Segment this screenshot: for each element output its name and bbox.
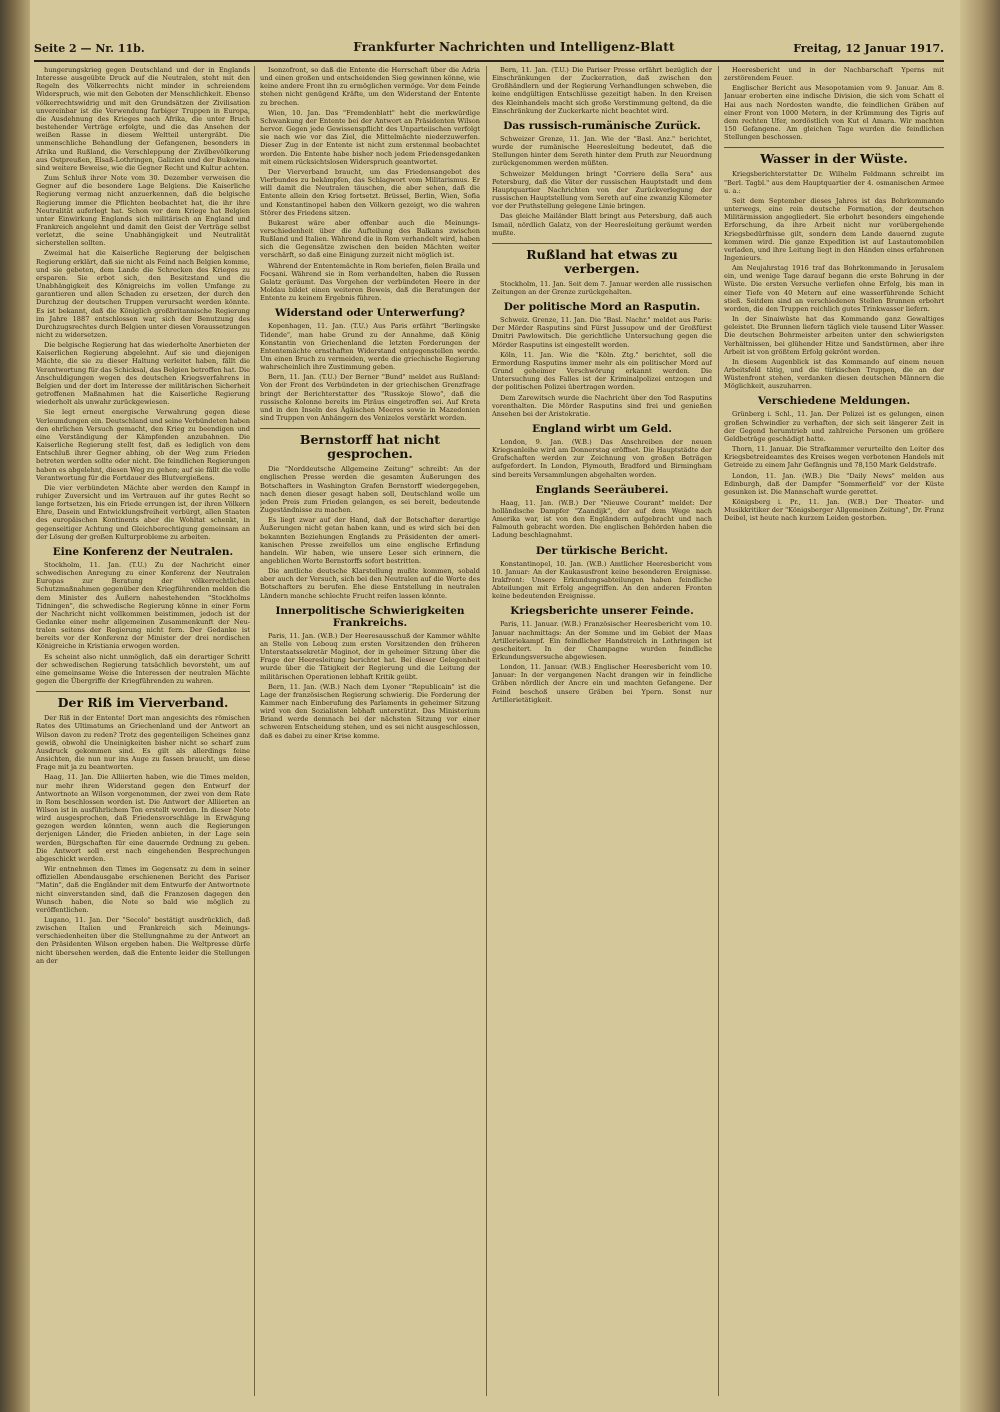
article-paragraph: Englischer Bericht aus Mesopotamien vom 9. Januar. Am 8. Januar eroberten eine indische Division, die sich vom Schatt el Hai aus nach Nordosten wandte, die feindlichen Gräben auf einer Front von 1000 Metern, in der Krümmung des Tigris auf dem rechten Ufer, nordöstlich von Kut el Amara. Wir machten 150 Gefangene. Am gleichen Tage wurden die feindlichen Stellungen beschossen. [724, 84, 944, 142]
article-paragraph: Bern, 11. Jan. (T.U.) Die Pariser Presse erfährt bezüglich der Einschränkungen der Zuckerration, daß zwischen den Großhändlern und der Regierung Verhandlungen schweben, die keine endgültigen Entschlüsse gezeitigt haben. In den Kreisen des Kleinhandels macht sich große Verstimmung geltend, da die Einschränkung der Zuckerkarte nicht beachtet wird. [492, 66, 712, 115]
article-paragraph: Die vier verbündeten Mächte aber werden den Kampf in ruhiger Zuversicht und im Vertrauen auf ihr gutes Recht so lange fortsetzen, bis ein Friede errungen ist, der ihren Völkern Ehre, Dasein und Entwicklungsfreiheit verbürgt, allen Staaten des europäischen Kontinents aber die Wohltat schenkt, in gegenseitiger Achtung und Gleichberechtigung gemeinsam an der Lösung der großen Kulturprobleme zu arbeiten. [36, 483, 250, 541]
article-paragraph: Kopenhagen, 11. Jan. (T.U.) Aus Paris erfährt "Berlingske Tidende", man habe Grund zu der Annahme, daß König Konstantin von Griechenland die letzten Forderungen der Ententemächte ernsthaften Widerstand entgegenstellen werde. Um einen Bruch zu vermeiden, werde die griechische Regierung wahrscheinlich ihre Zustimmung geben. [260, 322, 480, 372]
article-paragraph: Schweiz. Grenze, 11. Jan. Die "Basl. Nachr." meldet aus Paris: Der Mörder Rasputins sind Fürst Jussupow und der Großfürst Dmitri Pawlowitsch. Die gerichtliche Untersuchung gegen die Mörder Rasputins ist eingestellt worden. [492, 316, 712, 349]
headline-neutral-conference: Eine Konferenz der Neutralen. [52, 545, 234, 558]
headline-enemy-reports: Kriegsberichte unserer Feinde. [510, 605, 694, 618]
column-1 [36, 66, 250, 1398]
page-header [34, 38, 944, 62]
article-paragraph: London, 9. Jan. (W.B.) Das Anschreiben der neuen Kriegsanleihe wird am Donnerstag eröffnet. Die Hauptstädte der Grafschaften werden zur Zeichnung von großen Beträgen aufgefordert. In London, Plymouth, Bradford und Birmingham sind bereits Versammlungen abgehalten worden. [492, 438, 712, 479]
headline-turkish-report: Der türkische Bericht. [535, 544, 669, 557]
article-paragraph: Der Vierverband braucht, um das Friedensangebot des Vierbundes zu bekämpfen, das Schlagwort vom Militarismus. Er will damit die Neutralen täuschen, die aber sehen, daß die Entente allein den Krieg fortsetzt. Brüssel, Berlin, Wien, Sofia und Konstantinopel haben den Völkern gezeigt, wo die wahren Störer des Friedens sitzen. [260, 167, 480, 217]
article-paragraph: Sie legt erneut energische Verwahrung gegen diese Verleumdungen ein. Deutschland und seine Verbündeten haben den ehrlichen Versuch gemacht, den Krieg zu beendigen und eine Verständigung der Kämpfenden anzubahnen. Die Kaiserliche Regierung stellt fest, daß es lediglich von dem Entschluß ihrer Gegner abhing, ob der Weg zum Frieden betreten werden sollte oder nicht. Die feindlichen Regierungen haben es abgelehnt, diesen Weg zu gehen; auf sie fällt die volle Verantwortung für die Fortdauer des Blutvergießens. [36, 408, 250, 482]
article-paragraph: Paris, 11. Januar. (W.B.) Französischer Heeresbericht vom 10. Januar nachmittags: An der Somme und im Gebiet der Maas Artilleriekampf. Ein feindlicher Handstreich in Lothringen ist gescheitert. In der Champagne wurden feindliche Erkundungsversuche abgewiesen. [492, 620, 712, 661]
article-paragraph: London, 11. Jan. (W.B.) Die "Daily News" melden aus Edinburgh, daß der Dampfer "Sommerfield" vor der Küste gesunken ist. Die Mannschaft wurde gerettet. [724, 471, 944, 496]
article-paragraph: Seit dem September dieses Jahres ist das Bohrkommando unterwegs, eine rein deutsche Formation, der deutschen Militärmission angegliedert. Sie erbohrt besonders eingehende Erforschung, da ihre Arbeit nicht nur vorübergehende Kriegsbedürfnisse gilt, sondern dem Lande dauernd zugute kommen wird. Die ganze Expedition ist auf Lastautomobilen verladen, und ihre Leitung liegt in den Händen eines erfahrenen Ingenieurs. [724, 196, 944, 262]
article-paragraph: Haag, 11. Jan. Die Alliierten haben, wie die Times melden, nur mehr ihren Widerstand gegen den Entwurf der Antwortnote an Wilson vorgenommen, der zwei von dem Rate in Rom beschlossen worden ist. Die Antwort der Alliierten an Wilson ist in ausführlichem Ton erstellt worden. In dieser Note wird ausgesprochen, daß Friedensvorschläge in Erwägung gezogen werden könnten, wenn auch die Regierungen derjenigen Länder, die Frieden anbieten, in der Lage sein werden, Bürgschaften für eine dauernde Ordnung zu geben. Die Antwort soll erst nach eingehenden Besprechungen abgeschickt werden. [36, 773, 250, 863]
article-paragraph: Dem Zarewitsch wurde die Nachricht über den Tod Rasputins vorenthalten. Die Mörder Rasputins sind frei und genießen Ansehen bei der Aristokratie. [492, 393, 712, 418]
page-number: Seite 2 — Nr. 11b. [34, 42, 145, 55]
article-paragraph: Die amtliche deutsche Klarstellung mußte kommen, sobald aber auch der Versuch, sich bei den Neutralen auf die Worte des Botschafters zu berufen. Ehe diese Entstellung in neutralen Ländern manche schlechte Frucht reifen lassen könnte. [260, 567, 480, 600]
article-paragraph: Stockholm, 11. Jan. Seit dem 7. Januar werden alle russischen Zeitungen an der Grenze zurückgehalten. [492, 279, 712, 296]
article-paragraph: Am Neujahrstag 1916 traf das Bohrkommando in Jerusalem ein, und wenige Tage darauf begann die erste Bohrung in der Wüste. Die ersten Versuche verliefen ohne Erfolg, bis man in einer Tiefe von 40 Metern auf eine wasserführende Schicht stieß. Seitdem sind an verschiedenen Stellen Brunnen erbohrt worden, die den Truppen reichlich gutes Trinkwasser liefern. [724, 264, 944, 313]
column-rule [486, 66, 487, 1396]
headline-bernstorff: Bernstorff hat nicht gesprochen. [260, 428, 480, 461]
article-paragraph: Köln, 11. Jan. Wie die "Köln. Ztg." berichtet, soll die Ermordung Rasputins immer mehr als ein politischer Mord auf Grund geheimer Verschwörung erkannt werden. Die Untersuchung des Falles ist der Kriminalpolizei entzogen und der politischen Polizei übertragen worden. [492, 350, 712, 392]
article-paragraph: Während der Ententemächte in Rom beriefen, fielen Braila und Focșani. Während sie in Rom verhandelten, haben die Russen Galatz geräumt. Das Vorgehen der verbündeten Heere in der Moldau bildet einen weiteren Beweis, daß die Beratungen der Entente zu keinem Ergebnis führen. [260, 261, 480, 303]
issue-date: Freitag, 12 Januar 1917. [793, 42, 944, 55]
article-paragraph: Wien, 10. Jan. Das "Fremdenblatt" hebt die merkwürdige Schwankung der Entente bei der Antwort an Präsidenten Wilson hervor. Gegen jede Gewissenspflicht des Unparteiischen verfolgt sie nach wie vor das Ziel, die Mittelmächte niederzuwerfen. Dieser Zug in der Entente ist nicht zum erstenmal beobachtet worden. Die Entente habe bisher noch jedem Friedensgedanken mit einem rücksichtslosen Widerspruch geantwortet. [260, 108, 480, 166]
article-paragraph: London, 11. Januar. (W.B.) Englischer Heeresbericht vom 10. Januar: In der vergangenen Nacht drangen wir in feindliche Gräben nördlich der Ancre ein und machten Gefangene. Der Feind beschoß unsere Gräben bei Ypern. Sonst nur Artillerietätigkeit. [492, 663, 712, 704]
article-paragraph: Grünberg i. Schl., 11. Jan. Der Polizei ist es gelungen, einen großen Schwindler zu verhaften, der sich seit längerer Zeit in der Gegend herumtrieb und zahlreiche Personen um größere Geldbeträge geschädigt hatte. [724, 410, 944, 443]
article-paragraph: Zweimal hat die Kaiserliche Regierung der belgischen Regierung erklärt, daß sie nicht als Feind nach Belgien komme, und sie gebeten, dem Lande die Schrecken des Krieges zu ersparen. Sie erbot sich, den Besitzstand und die Unabhängigkeit des Königreichs im vollen Umfange zu garantieren und allen Schaden zu ersetzen, der durch den Durchzug der deutschen Truppen verursacht werden könnte. Es ist bekannt, daß die Königlich großbritannische Regierung im Jahre 1887 entschlossen war, sich der Benutzung des Durchzugsrechtes durch Belgien unter diesen Voraussetzungen nicht zu widersetzen. [36, 249, 250, 339]
article-paragraph: Isonzofront, so daß die Entente die Herrschaft über die Adria und einen großen und entscheidenden Sieg gewinnen könne, wie keine andere Front ihn zu ermöglichen vermöge. Vor dem Feinde stehen nicht genügend Kräfte, um den Widerstand der Entente zu brechen. [260, 66, 480, 107]
headline-water-in-desert: Wasser in der Wüste. [724, 147, 944, 166]
article-paragraph: Schweizer Meldungen bringt "Corriere della Sera" aus Petersburg, daß die Väter der russischen Hauptstadt und dem Hauptquartier Nachrichten von der Zurückverlegung der russischen Hauptstellung vom Sereth auf eine zwanzig Kilometer vor der Pruthstellung gelegene Linie bringen. [492, 169, 712, 211]
headline-resistance: Widerstand oder Unterwerfung? [275, 307, 465, 320]
article-paragraph: Schweizer Grenze, 11. Jan. Wie der "Basl. Anz." berichtet, wurde der rumänische Heeresleitung bedeutet, daß die Stellungen hinter dem Sereth hinter dem Pruth zur Neuordnung zurückgenommen werden müßten. [492, 134, 712, 168]
headline-russia-hiding: Rußland hat etwas zu verbergen. [492, 243, 712, 276]
article-paragraph: hungerungskrieg gegen Deutschland und der in Englands Interesse ausgeübte Druck auf die Neutralen, steht mit den Regeln des Völkerrechts nicht minder in schreiendem Widerspruch, wie mit den Geboten der Menschlichkeit. Ebenso völkerrechtswidrig und mit den Grundsätzen der Zivilisation unvereinbar ist die Verwendung farbiger Truppen in Europa, die Ausdehnung des Krieges nach Afrika, die unter Bruch bestehender Verträge erfolgte, und die das Ansehen der weißen Rasse in diesem Weltteil untergräbt. Die unmenschliche Behandlung der Gefangenen, besonders in Afrika und Rußland, die Verschleppung der Zivilbevölkerung aus Ostpreußen, Elsaß-Lothringen, Galizien und der Bukowina sind weitere Beweise, wie die Gegner Recht und Kultur achten. [36, 66, 250, 172]
article-paragraph: Die "Norddeutsche Allgemeine Zeitung" schreibt: An der englischen Presse werden die gesamten Äußerungen des Botschafters in Washington Grafen Bernstorff wiedergegeben, nach denen dieser gesagt haben soll, Deutschland wolle um jeden Preis zum Frieden gelangen, es sei bereit, bedeutende Zugeständnisse zu machen. [260, 465, 480, 515]
article-paragraph: Der Riß in der Entente! Dort man angesichts des römischen Rates des Ultimatums an Griechenland und der Antwort an Wilson davon zu reden? Trotz des gegenteiligen Scheines ganz gewiß, obwohl die Uneinigkeiten bisher nicht so scharf zum Ausdruck gekommen sind. Es gilt als allerdings feine Ansichten, die nun nur ins Auge zu fassen braucht, um diese Frage mit ja zu beantworten. [36, 714, 250, 772]
article-paragraph: Königsberg i. Pr., 11. Jan. (W.B.) Der Theater- und Musikkritiker der "Königsberger Allgemeinen Zeitung", Dr. Franz Deibel, ist heute nach kurzem Leiden gestorben. [724, 498, 944, 523]
article-paragraph: Haag, 11. Jan. (W.B.) Der "Nieuwe Courant" meldet: Der holländische Dampfer "Zaandijk", der auf dem Wege nach Amerika war, ist von den Engländern aufgebracht und nach Falmouth gebracht worden. Die englischen Behörden haben die Ladung beschlagnahmt. [492, 498, 712, 540]
article-paragraph: Wir entnehmen den Times im Gegensatz zu dem in seiner offiziellen Abendausgabe erschienenen Bericht des Pariser "Matin", daß die Engländer mit dem Entwurfe der Antwortnote nicht einverstanden sind, daß die Franzosen dagegen den Wunsch haben, die Note so bald wie möglich zu veröffentlichen. [36, 865, 250, 914]
headline-russian-romanian-retreat: Das russisch-rumänische Zurück. [503, 119, 701, 132]
column-3 [492, 66, 712, 1398]
newspaper-title: Frankfurter Nachrichten und Intelligenz-Blatt [353, 40, 675, 54]
article-paragraph: Bern, 11. Jan. (T.U.) Der Berner "Bund" meldet aus Rußland: Von der Front des Verbündeten in der griechischen Grenzfrage bringt der Berichterstatter des "Russkoje Slowo", daß die russische Kolonne bereits im Piräus eingetroffen sei. Auf Kreta und in den Inseln des Ägäischen Meeres sowie in Mazedonien sind Truppen von Anhängern des Venizelos verstärkt worden. [260, 373, 480, 423]
article-paragraph: In der Sinaiwüste hat das Kommando ganz Gewaltiges geleistet. Die Brunnen liefern täglich viele tausend Liter Wasser. Die deutschen Bohrmeister arbeiten unter den schwierigsten Verhältnissen, bei glühender Hitze und Sandstürmen, aber ihre Arbeit ist von größtem Erfolg gekrönt worden. [724, 315, 944, 356]
headline-various-reports: Verschiedene Meldungen. [757, 395, 911, 408]
column-rule [718, 66, 719, 1396]
article-paragraph: Paris, 11. Jan. (W.B.) Der Heeresausschuß der Kammer wählte an Stelle von Lebouq zum ersten Vorsitzenden den früheren Unterstaatssekretär Maginot, der in geheimer Sitzung über die Frage der Heeresleitung berichtet hat. Bei dieser Gelegenheit wurde über die Tätigkeit der Regierung und die Leitung der militärischen Operationen lebhaft Kritik geübt. [260, 631, 480, 681]
article-paragraph: Zum Schluß ihrer Note vom 30. Dezember verweisen die Gegner auf die besondere Lage Belgiens. Die Kaiserliche Regierung vermag nicht anzuerkennen, daß die belgische Regierung immer die Pflichten beobachtet hat, die ihr ihre Neutralität auferlegt hat. Schon vor dem Kriege hat Belgien unter Einwirkung Englands sich militärisch an England und Frankreich angelehnt und damit den Geist der Verträge selbst verletzt, die seine Unabhängigkeit und Neutralität sicherstellen sollten. [36, 174, 250, 248]
article-paragraph: Stockholm, 11. Jan. (T.U.) Zu der Nachricht einer schwedischen Anregung zu einer Konferenz der Neutralen Europas zur Beratung der völkerrechtlichen Schutzmaßnahmen gegenüber den Kriegführenden melden die dem Minister des Äußern nahestehenden "Stockholms Tidningen", die schwedische Regierung könne in einer Form der Nachricht nicht vollkommen beistimmen, jedoch ist der Gedanke einer mehr allgemeinen Zusammenkunft der Neutralen seitens der Regierung nicht fern. Der Gedanke ist bereits vor der Konferenz der Minister der drei nordischen Königreiche in Kristiania erwogen worden. [36, 560, 250, 651]
article-paragraph: Lugano, 11. Jan. Der "Secolo" bestätigt ausdrücklich, daß zwischen Italien und Frankreich sich Meinungsverschiedenheiten über die Stellungnahme zu der Antwort an den Präsidenten Wilson ergeben haben. Die Weltpresse dürfe nicht übersehen werden, daß die Entente leider die Stellungen an der [36, 916, 250, 965]
article-paragraph: Es liegt zwar auf der Hand, daß der Botschafter derartige Äußerungen nicht getan haben kann, und es wird sich bei den bekannten Beziehungen Englands zu Präsidenten der amerikanischen Presse zweifellos um eine englische Erfindung handeln. Wir haben, wie unsere Leser sich erinnern, die angeblichen Worte Bernstorffs sofort bestritten. [260, 516, 480, 565]
headline-france-domestic: Innerpolitische Schwierigkeiten Frankreichs. [275, 604, 465, 629]
article-paragraph: Kriegsberichterstatter Dr. Wilhelm Feldmann schreibt im "Berl. Tagbl." aus dem Hauptquartier der 4. osmanischen Armee u. a.: [724, 170, 944, 195]
article-paragraph: Thorn, 11. Januar. Die Strafkammer verurteilte den Leiter des Kriegsbetreideamtes des Kreises wegen verbotenen Handels mit Getreide zu einem Jahr Gefängnis und 78,150 Mark Geldstrafe. [724, 445, 944, 470]
article-paragraph: Die belgische Regierung hat das wiederholte Anerbieten der Kaiserlichen Regierung abgelehnt. Auf sie und diejenigen Mächte, die sie zu dieser Haltung verleitet haben, fällt die Verantwortung für das Schicksal, das Belgien betroffen hat. Die Anschuldigungen wegen des deutschen Kriegsverfahrens in Belgien und der dort im Interesse der militärischen Sicherheit getroffenen Maßnahmen hat die Kaiserliche Regierung wiederholt als unwahr zurückgewiesen. [36, 341, 250, 407]
article-paragraph: In diesem Augenblick ist das Kommando auf einem neuen Arbeitsfeld tätig, und die türkischen Truppen, die an der Wüstenfront stehen, verdanken diesen deutschen Männern die Möglichkeit, auszuharren. [724, 357, 944, 391]
headline-england-piracy: Englands Seeräuberei. [535, 483, 669, 496]
column-rule [254, 66, 255, 1396]
article-paragraph: Bukarest wäre aber offenbar auch die Meinungsverschiedenheit über die Aufteilung des Balkans zwischen Rußland und Italien. Während die in Rom verhandelt wird, haben sich die Gegensätze zwischen den beiden Mächten weiter verschärft, so daß eine Einigung zurzeit nicht möglich ist. [260, 218, 480, 260]
article-paragraph: Konstantinopel, 10. Jan. (W.B.) Amtlicher Heeresbericht vom 10. Januar: An der Kaukasusfront keine besonderen Ereignisse. Irakfront: Unsere Erkundungsabteilungen haben feindliche Abteilungen mit Erfolg angegriffen. An den anderen Fronten keine bedeutenden Ereignisse. [492, 559, 712, 601]
article-paragraph: Es scheint also nicht unmöglich, daß ein derartiger Schritt der schwedischen Regierung tatsächlich bevorsteht, um auf eine gemeinsame Weise die Interessen der neutralen Mächte gegen die Übergriffe der Kriegführenden zu wahren. [36, 652, 250, 686]
column-2 [260, 66, 480, 1398]
page-edge [960, 0, 1000, 1412]
article-paragraph: Heeresbericht und in der Nachbarschaft Yperns mit zerstörendem Feuer. [724, 66, 944, 83]
headline-england-money: England wirbt um Geld. [532, 423, 672, 435]
article-paragraph: Das gleiche Mailänder Blatt bringt aus Petersburg, daß auch Ismail, nördlich Galatz, von der Heeresleitung geräumt werden mußte. [492, 212, 712, 237]
binding-edge [0, 0, 30, 1412]
article-paragraph: Bern, 11. Jan. (W.B.) Nach dem Lyoner "Republicain" ist die Lage der französischen Regierung schwierig. Die Forderung der Kammer nach Einberufung des Parlaments in geheimer Sitzung wird von den Sozialisten lebhaft unterstützt. Das Ministerium Briand werde demnach bei der nächsten Sitzung vor einer schweren Entscheidung stehen, und es sei nicht ausgeschlossen, daß es dabei zu einer Krise komme. [260, 682, 480, 740]
headline-quadruple-entente-rift: Der Riß im Vierverband. [36, 691, 250, 710]
headline-rasputin: Der politische Mord an Rasputin. [503, 301, 701, 314]
column-4 [724, 66, 944, 1398]
